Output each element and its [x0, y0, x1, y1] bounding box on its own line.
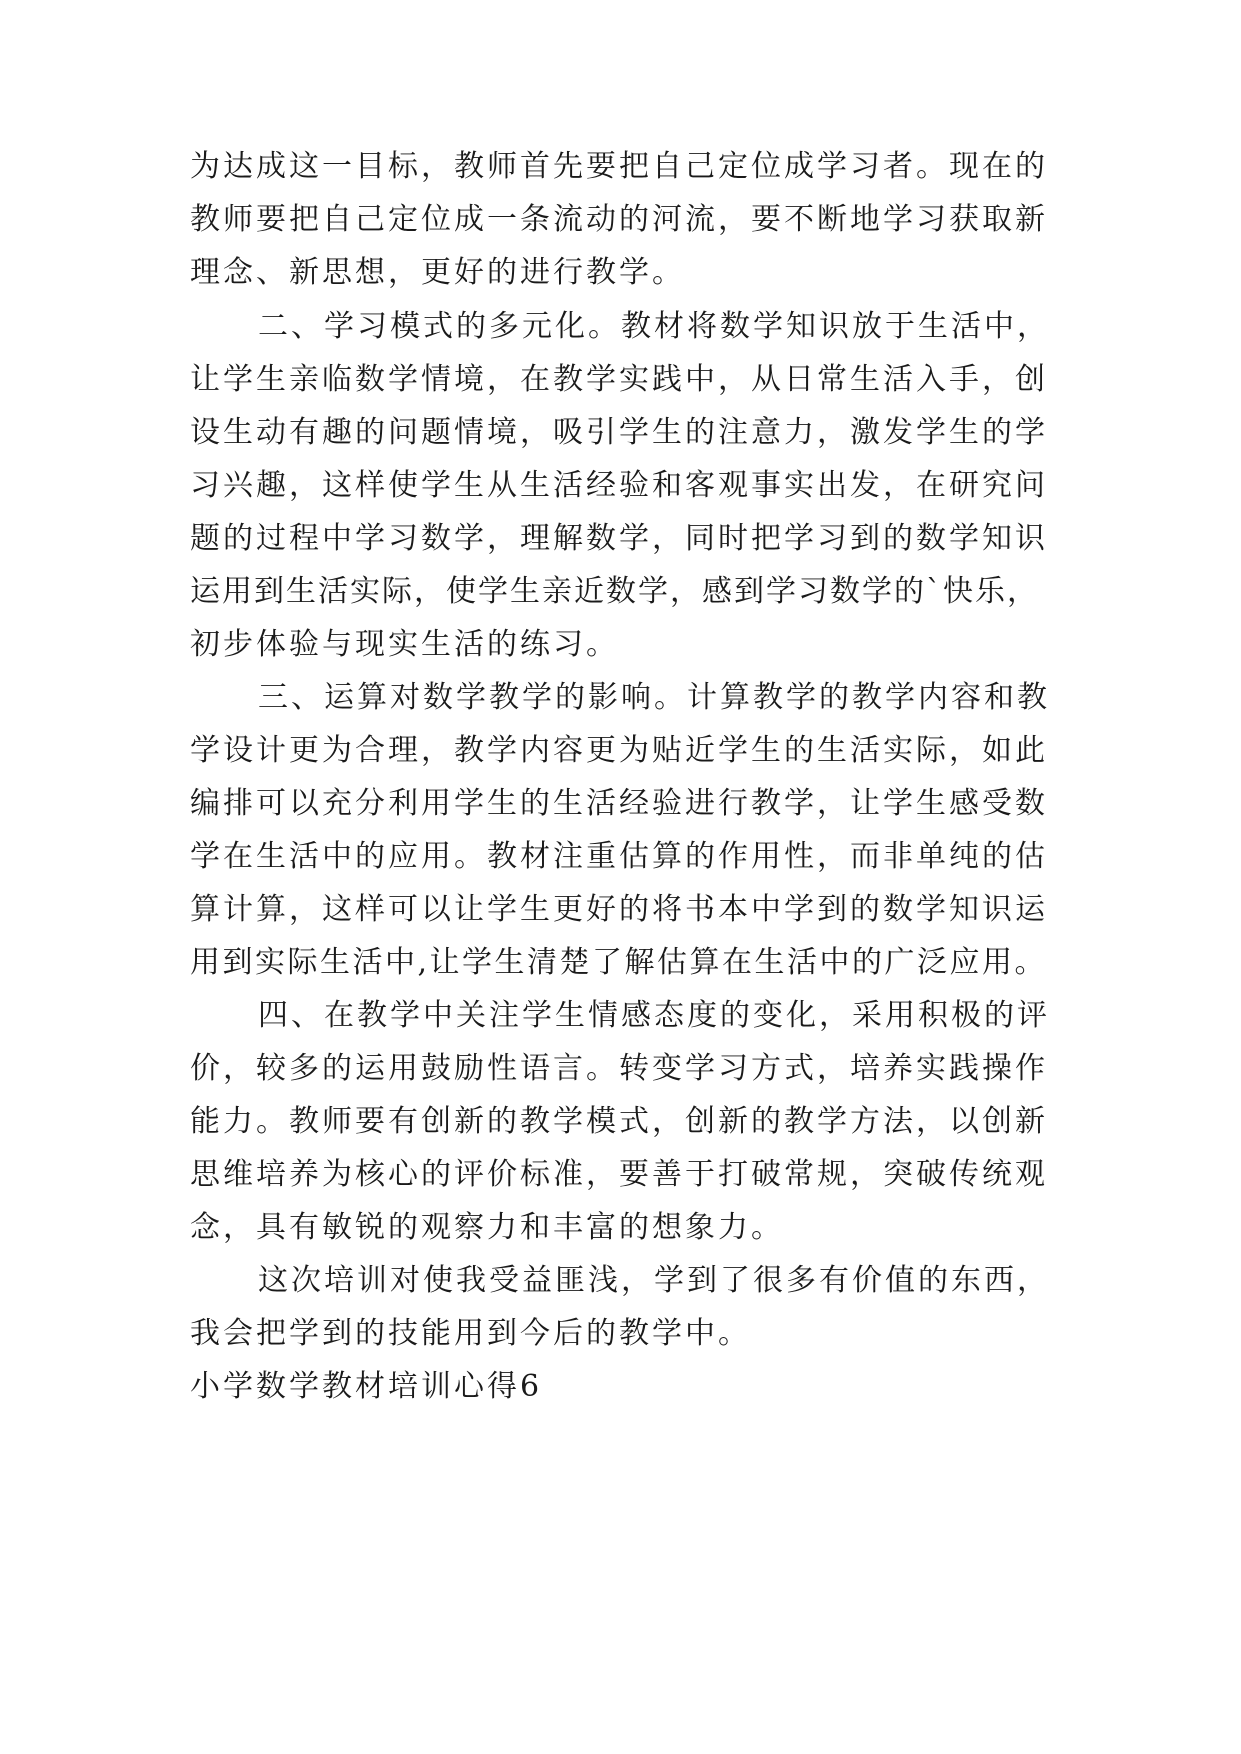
text-line: 用到实际生活中,让学生清楚了解估算在生活中的广泛应用。 — [190, 945, 1048, 980]
text-line: 让学生亲临数学情境，在教学实践中，从日常生活入手，创 — [190, 362, 1048, 397]
text-line: 学设计更为合理，教学内容更为贴近学生的生活实际，如此 — [190, 733, 1048, 768]
text-line: 习兴趣，这样使学生从生活经验和客观事实出发，在研究问 — [190, 468, 1048, 503]
text-line: 理念、新思想，更好的进行教学。 — [190, 255, 685, 290]
text-line: 为达成这一目标，教师首先要把自己定位成学习者。现在的 — [190, 149, 1048, 184]
text-line: 思维培养为核心的评价标准，要善于打破常规，突破传统观 — [190, 1157, 1048, 1192]
paragraph-start: 二、学习模式的多元化。教材将数学知识放于生活中， — [258, 309, 1050, 344]
text-line: 初步体验与现实生活的练习。 — [190, 627, 619, 662]
section-heading: 小学数学教材培训心得6 — [190, 1369, 543, 1404]
paragraph-start: 三、运算对数学教学的影响。计算教学的教学内容和教 — [258, 680, 1050, 715]
text-line: 编排可以充分利用学生的生活经验进行教学，让学生感受数 — [190, 786, 1048, 821]
text-line: 题的过程中学习数学，理解数学，同时把学习到的数学知识 — [190, 521, 1048, 556]
paragraph-start: 四、在教学中关注学生情感态度的变化，采用积极的评 — [258, 998, 1050, 1033]
paragraph-start: 这次培训对使我受益匪浅，学到了很多有价值的东西， — [258, 1263, 1050, 1298]
text-line: 价，较多的运用鼓励性语言。转变学习方式，培养实践操作 — [190, 1051, 1048, 1086]
text-line: 学在生活中的应用。教材注重估算的作用性，而非单纯的估 — [190, 839, 1048, 874]
text-line: 算计算，这样可以让学生更好的将书本中学到的数学知识运 — [190, 892, 1048, 927]
text-line: 我会把学到的技能用到今后的教学中。 — [190, 1316, 751, 1351]
text-line: 能力。教师要有创新的教学模式，创新的教学方法，以创新 — [190, 1104, 1048, 1139]
text-line: 教师要把自己定位成一条流动的河流，要不断地学习获取新 — [190, 202, 1048, 237]
text-line: 念，具有敏锐的观察力和丰富的想象力。 — [190, 1210, 784, 1245]
text-line: 运用到生活实际，使学生亲近数学，感到学习数学的`快乐， — [190, 574, 1039, 609]
text-line: 设生动有趣的问题情境，吸引学生的注意力，激发学生的学 — [190, 415, 1048, 450]
